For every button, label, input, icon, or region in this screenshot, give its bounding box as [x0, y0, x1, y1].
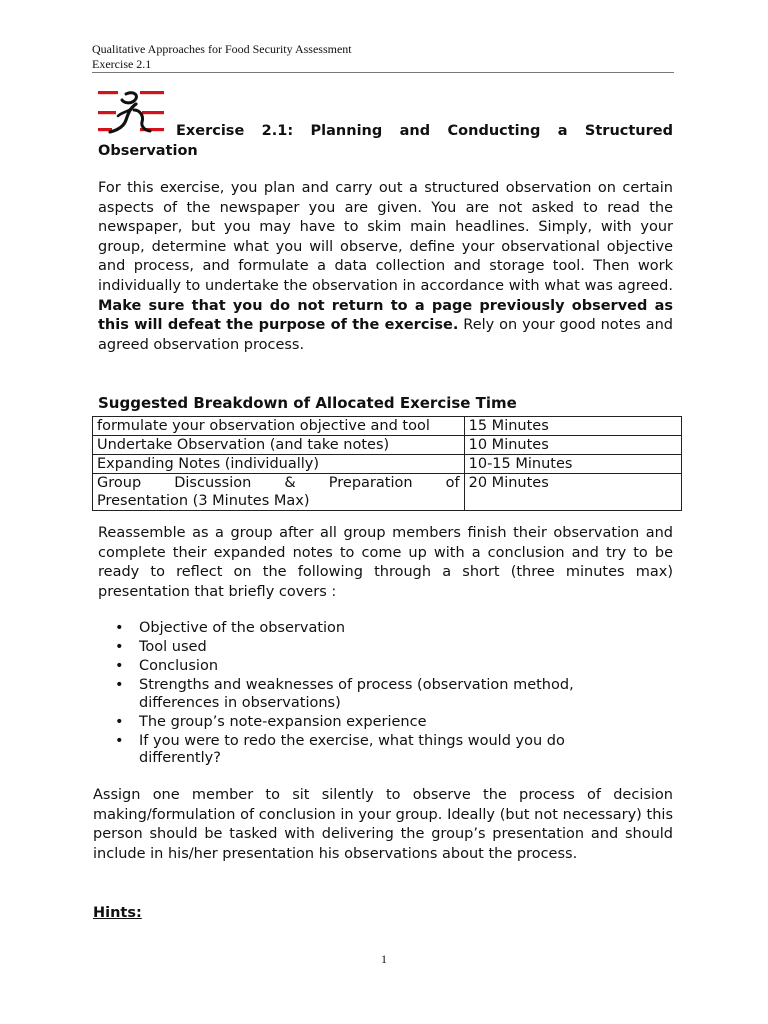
table-row — [93, 436, 682, 455]
list-item-text: The group’s note-expansion experience — [139, 713, 427, 730]
time-cell: 10-15 Minutes — [464, 455, 681, 474]
bullet-icon: • — [115, 620, 124, 636]
exercise-title-line2: Observation — [98, 143, 198, 159]
intro-after-text: Rely on your good notes and agreed observation process. — [98, 317, 673, 353]
page-number: 1 — [381, 952, 387, 966]
list-item — [98, 639, 638, 657]
time-cell: 20 Minutes — [464, 474, 681, 511]
header-title: Qualitative Approaches for Food Security Assessment — [92, 42, 352, 56]
list-item — [98, 714, 638, 732]
list-item — [98, 677, 638, 712]
bullet-icon: • — [115, 676, 124, 693]
bullet-icon: • — [115, 732, 124, 749]
list-item — [98, 733, 638, 768]
hints-heading: Hints: — [93, 905, 142, 921]
header-rule — [92, 72, 674, 73]
header-exercise: Exercise 2.1 — [92, 57, 152, 71]
bullet-icon: • — [115, 638, 124, 655]
list-item — [98, 620, 638, 638]
bullet-icon: • — [115, 713, 124, 730]
activity-cell — [93, 474, 465, 511]
exercise-title-line1: Exercise 2.1: Planning and Conducting a Structured — [176, 123, 673, 139]
bullet-icon: • — [115, 657, 124, 674]
table-row — [93, 417, 682, 436]
intro-bold-warning: Make sure that you do not return to a page previously observed as this will defeat the purpose of the exercise. — [98, 297, 673, 334]
time-breakdown-table — [92, 416, 682, 511]
presentation-topics-list — [98, 620, 638, 769]
time-cell: 10 Minutes — [464, 436, 681, 455]
list-item — [98, 658, 638, 676]
assign-paragraph: Assign one member to sit silently to observe the process of decision making/formulation of conclusion in your group. Ideally (but not necessary) this person should be tasked with delivering the group’s presentation and should include in his/her presentation his observations about the process. — [93, 787, 673, 862]
activity-cell-line1: Group Discussion & Preparation of — [97, 475, 460, 491]
activity-cell: Undertake Observation (and take notes) — [93, 436, 465, 455]
table-row — [93, 455, 682, 474]
running-header — [92, 42, 352, 72]
activity-cell: formulate your observation objective and tool — [93, 417, 465, 436]
list-item-text: Objective of the observation — [139, 620, 346, 636]
breakdown-title: Suggested Breakdown of Allocated Exercise Time — [98, 394, 517, 412]
intro-text: For this exercise, you plan and carry out a structured observation on certain aspects of the newspaper you are given. You are not asked to read the newspaper, but you may have to skim main headlines. Simply, with your group, determine what you will observe, define your observational objective and process, and formulate a data collection and storage tool. Then work individually to undertake the observation in accordance with what was agreed. — [98, 180, 673, 294]
activity-cell-line2: Presentation (3 Minutes Max) — [97, 493, 310, 509]
list-item-text: Tool used — [139, 638, 207, 655]
table-row — [93, 474, 682, 511]
reassemble-paragraph: Reassemble as a group after all group members finish their observation and complete their expanded notes to come up with a conclusion and try to be ready to reflect on the following through a short (three minutes max) presentation that briefly covers : — [98, 525, 673, 600]
list-item-text-cont: differently? — [139, 750, 221, 767]
list-item-text-cont: differences in observations) — [139, 694, 341, 711]
intro-paragraph — [98, 179, 673, 355]
list-item-text: Strengths and weaknesses of process (observation method, — [139, 676, 574, 693]
time-cell: 15 Minutes — [464, 417, 681, 436]
list-item-text: Conclusion — [139, 657, 219, 674]
exercise-title — [98, 121, 673, 161]
list-item-text: If you were to redo the exercise, what things would you do — [139, 732, 565, 749]
activity-cell: Expanding Notes (individually) — [93, 455, 465, 474]
